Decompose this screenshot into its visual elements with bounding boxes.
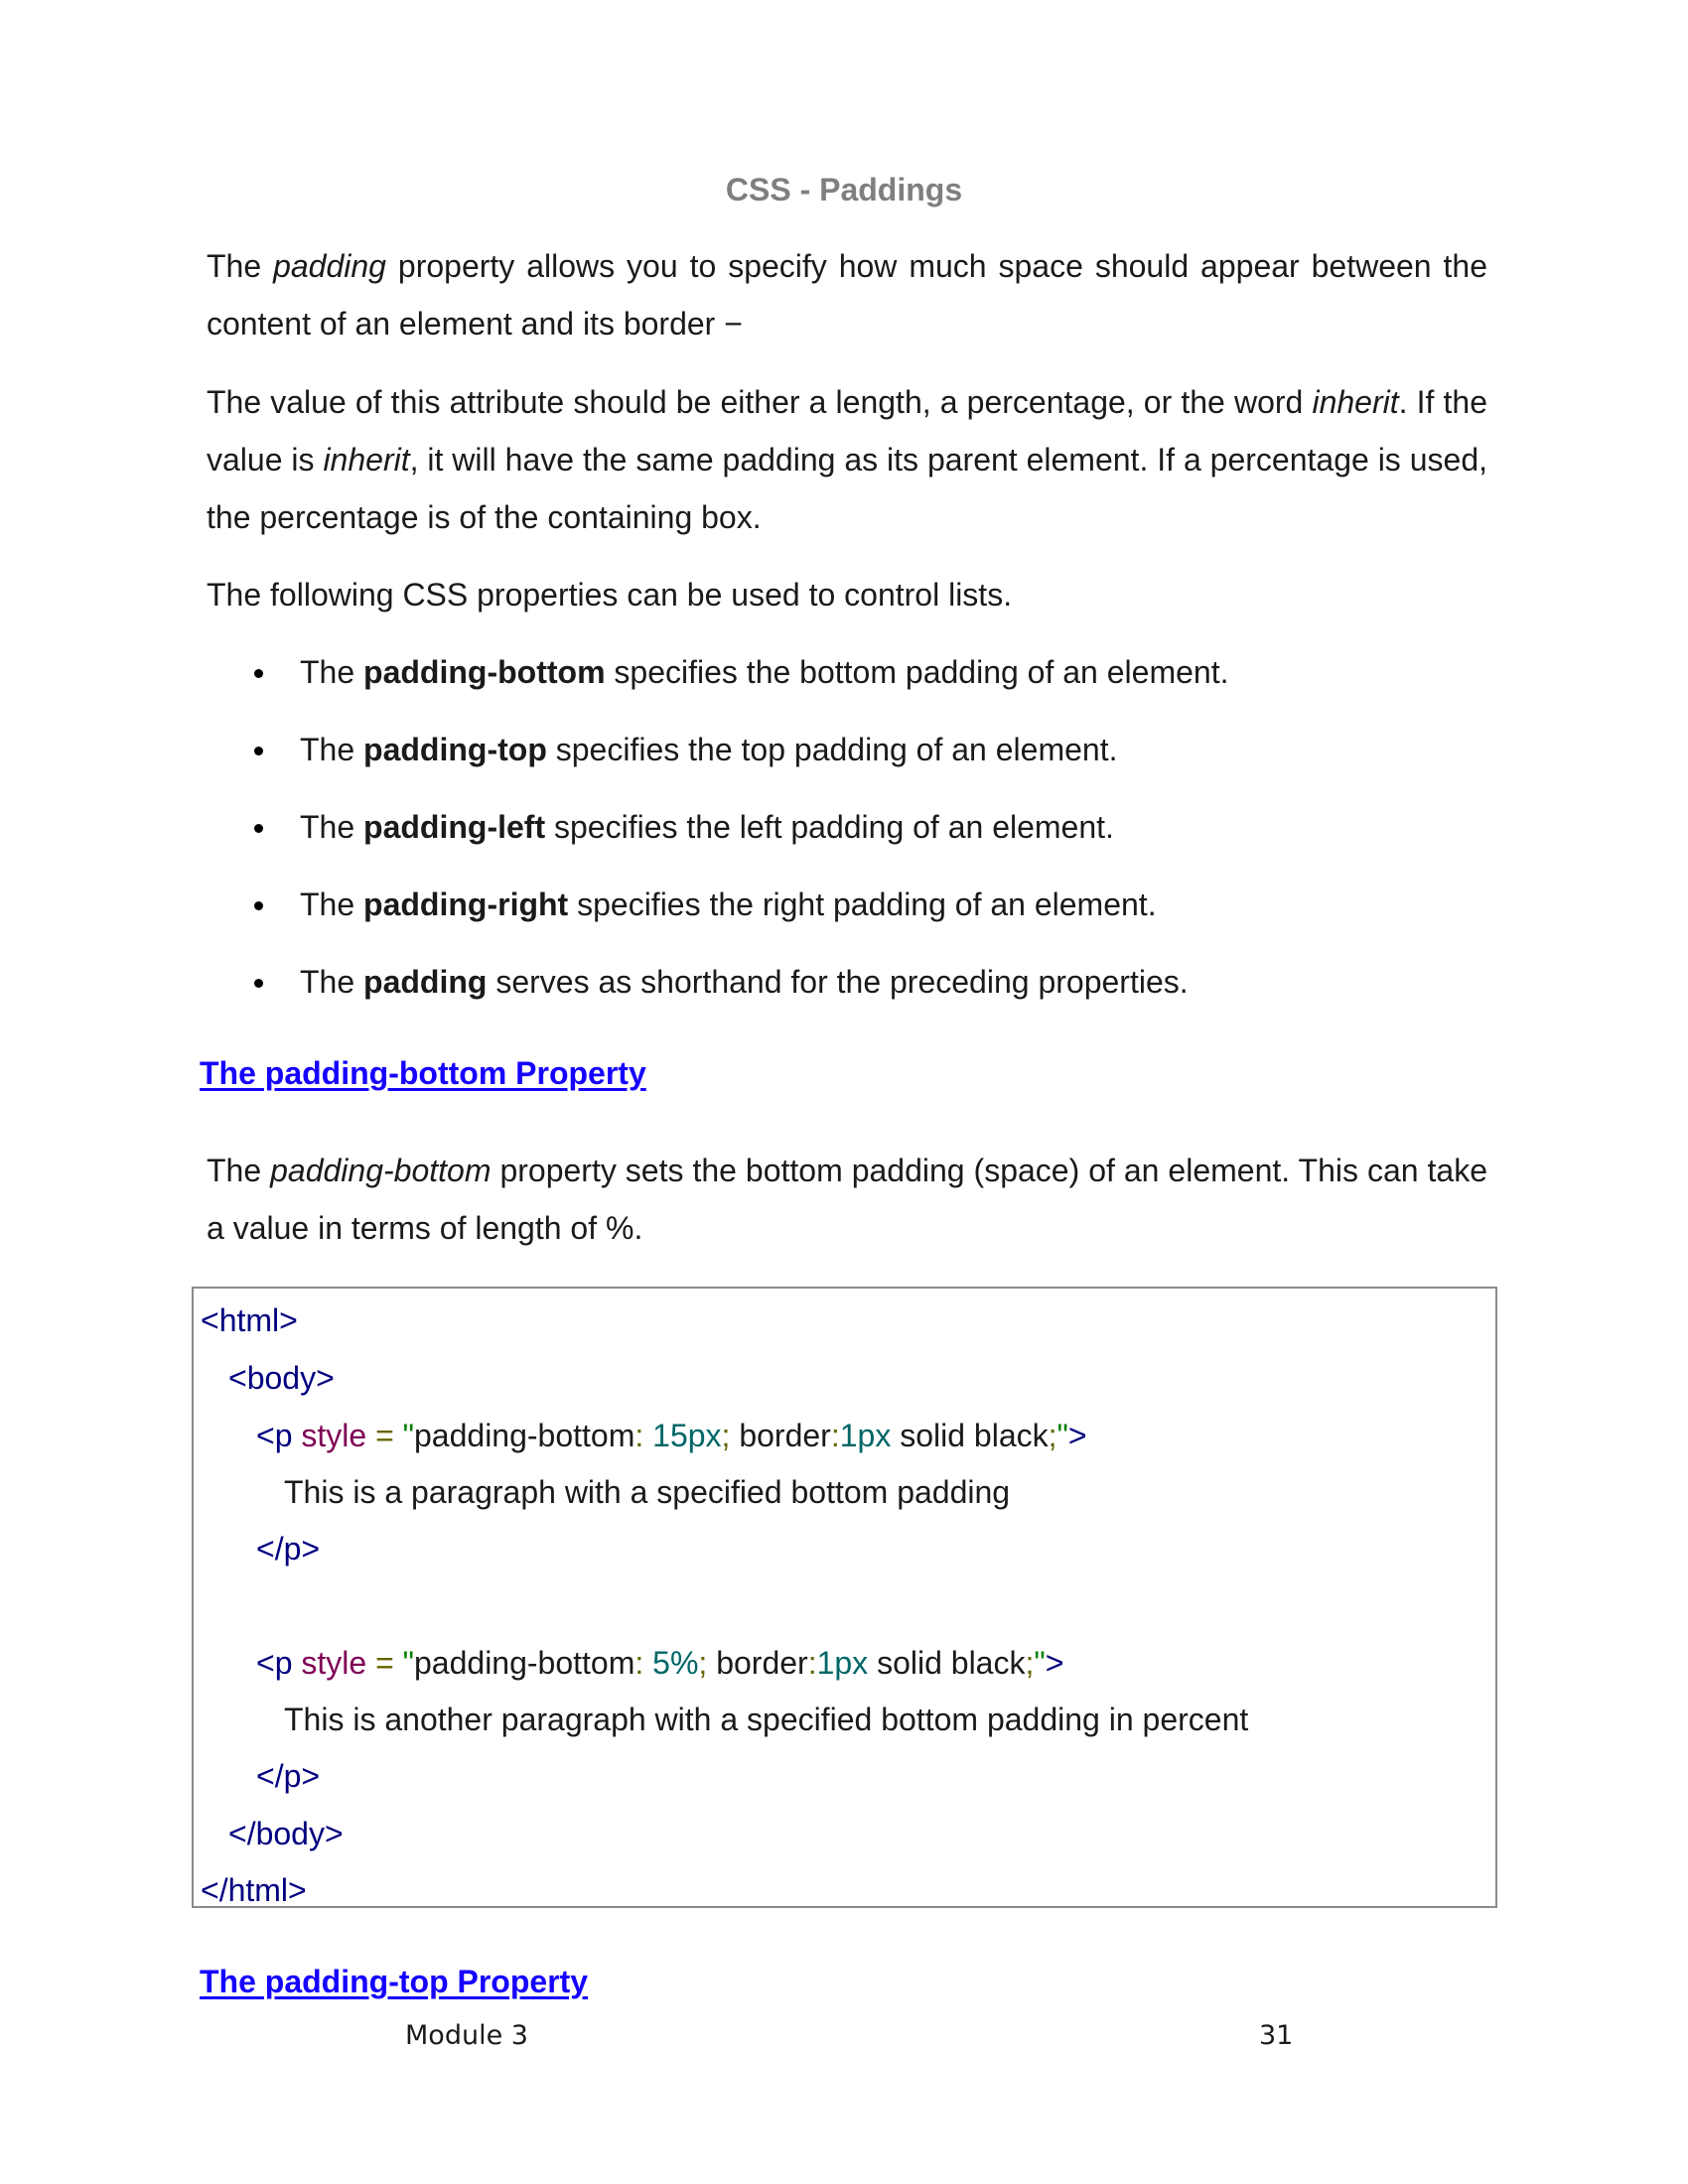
code-line: </html> [201, 1872, 307, 1908]
emphasis-inherit: inherit [1312, 384, 1399, 420]
code-line: </p> [256, 1758, 321, 1794]
property-list [207, 643, 1228, 1030]
bullet-icon [254, 824, 263, 833]
bullet-icon [254, 901, 263, 910]
code-line: </body> [228, 1816, 344, 1851]
bullet-icon [254, 669, 263, 678]
code-line: This is another paragraph with a specified bottom padding in percent [284, 1702, 1249, 1737]
code-line: </p> [256, 1531, 321, 1567]
code-line: <p style = "padding-bottom: 15px; border:1px solid black;"> [256, 1418, 1087, 1453]
list-item: The padding serves as shorthand for the preceding properties. [207, 953, 1228, 1030]
emphasis-padding-bottom: padding-bottom [270, 1153, 492, 1188]
footer-module: Module 3 [405, 2020, 528, 2051]
intro-paragraph-1: The padding property allows you to specify how much space should appear between the content of an element and its border − [207, 248, 1488, 341]
code-example-box [192, 1287, 1497, 1908]
list-item: The padding-bottom specifies the bottom padding of an element. [207, 643, 1228, 721]
list-item: The padding-left specifies the left padding of an element. [207, 798, 1228, 876]
code-line: <html> [201, 1302, 298, 1338]
code-line: This is a paragraph with a specified bottom padding [284, 1474, 1011, 1510]
bullet-icon [254, 979, 263, 988]
emphasis-padding: padding [273, 248, 386, 284]
bullet-icon [254, 747, 263, 755]
emphasis-inherit: inherit [323, 442, 410, 478]
intro-paragraph-2: The value of this attribute should be either a length, a percentage, or the word inherit. If the value is inherit, it will have the same padding as its parent element. If a percentage is used, the percentage is of the containing box. [207, 384, 1488, 535]
footer-page-number: 31 [1259, 2020, 1294, 2051]
code-line: <body> [228, 1360, 335, 1396]
code-line: <p style = "padding-bottom: 5%; border:1px solid black;"> [256, 1645, 1064, 1681]
section-heading-padding-top[interactable]: The padding-top Property [200, 1964, 589, 1999]
list-item: The padding-right specifies the right padding of an element. [207, 876, 1228, 953]
padding-bottom-description: The padding-bottom property sets the bottom padding (space) of an element. This can take a value in terms of length of %. [207, 1153, 1488, 1246]
page-title: CSS - Paddings [725, 172, 963, 207]
intro-paragraph-3: The following CSS properties can be used to control lists. [207, 577, 1013, 613]
section-heading-padding-bottom[interactable]: The padding-bottom Property [200, 1055, 646, 1091]
list-item: The padding-top specifies the top padding of an element. [207, 721, 1228, 798]
